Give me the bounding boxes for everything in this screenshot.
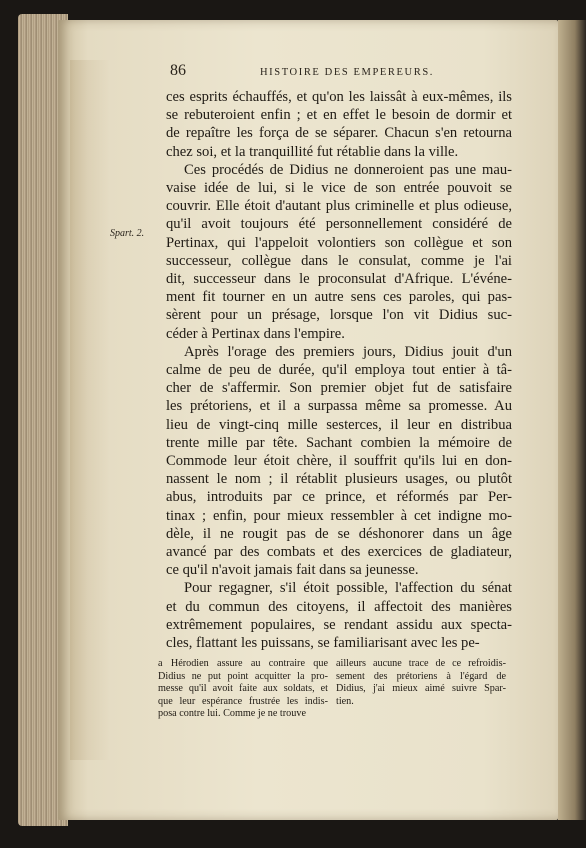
page-number: 86 (170, 62, 186, 79)
footnote-left (158, 658, 328, 721)
text-line: Pour regagner, s'il étoit possible, l'affection du sénat (184, 580, 512, 597)
page-header (110, 62, 510, 82)
text-line: Ces procédés de Didius ne donneroient pas une mau- (184, 161, 512, 178)
text-line: et du commun des citoyens, il affectoit des manières (166, 598, 512, 615)
text-line: extrêmement populaires, se rendant assidu aux specta- (166, 616, 512, 633)
text-line: dit, successeur dans le proconsulat d'Afrique. L'événe- (166, 271, 512, 288)
page-shadow (558, 20, 586, 820)
footnote-right (336, 658, 506, 708)
text-line: cles, flattant les puissans, se familiarisant avec les pe- (166, 635, 480, 652)
footnotes (158, 658, 508, 738)
footnote-line: messe qu'il avoit faite aux soldats, et (158, 683, 328, 695)
text-line: nassent le nom ; il rétablit plusieurs usages, ou plutôt (166, 471, 512, 488)
page-stain (70, 60, 110, 760)
text-line: calme de peu de durée, qu'il employa tout entier à tâ- (166, 362, 512, 379)
running-head: HISTOIRE DES EMPEREURS. (260, 67, 434, 78)
footnote-line: sement des prétoriens à l'égard de (336, 670, 506, 682)
footnote-line: tien. (336, 695, 354, 707)
footnote-line: que leur espérance frustrée les indis- (158, 695, 328, 707)
footnote-line: a Hérodien assure au contraire que (158, 658, 328, 669)
text-line: vaise idée de lui, si le vice de son entrée pouvoit se (166, 180, 512, 197)
text-line: Commode leur étoit chère, il souffrit qu'ils lui en don- (166, 453, 512, 470)
text-line: ces esprits échauffés, et qu'on les laissât à eux-mêmes, ils (166, 89, 512, 105)
text-line: qu'il avoit toujours été personnellement considéré de (166, 216, 512, 233)
text-line: avancé par des combats et des exercices de gladiateur, (166, 544, 512, 561)
text-line: trente mille par tête. Sachant combien la mémoire de (166, 434, 512, 451)
footnote-line: Didius, j'ai mieux aimé suivre Spar- (336, 683, 506, 695)
text-line: cher de s'affermir. Son premier objet fut de satisfaire (166, 380, 512, 397)
text-line: dèle, il ne rougit pas de se déshonorer dans un âge (166, 525, 512, 542)
text-line: tinax ; enfin, pour mieux ressembler à cet indigne mo- (166, 507, 512, 524)
footnote-line: posa contre lui. Comme je ne trouve (158, 708, 306, 720)
text-line: céder à Pertinax dans l'empire. (166, 325, 345, 342)
text-line: couvrir. Elle étoit d'autant plus criminelle et plus odieuse, (166, 198, 512, 215)
footnote-line: ailleurs aucune trace de ce refroidis- (336, 658, 506, 669)
text-line: se rebuteroient enfin ; et en effet le besoin de dormir et (166, 107, 512, 124)
text-line: sèrent pour un présage, lorsque l'on vit Didius suc- (166, 307, 512, 324)
text-line: les prétoriens, et il a surpassa même sa promesse. Au (166, 398, 512, 415)
text-line: ment fit tourner en un autre sens ces paroles, qui pas- (166, 289, 512, 306)
text-line: Après l'orage des premiers jours, Didius jouit d'un (184, 343, 512, 360)
body-text (166, 88, 512, 652)
footnote-line: Didius ne put point acquitter la pro- (158, 670, 328, 682)
margin-note: Spart. 2. (110, 228, 145, 239)
text-line: ce qu'il n'avoit jamais fait dans sa jeunesse. (166, 562, 419, 579)
text-line: de repaître les força de se séparer. Chacun s'en retourna (166, 125, 512, 142)
text-line: chez soi, et la tranquillité fut rétablie dans la ville. (166, 143, 459, 160)
text-line: lieu de vingt-cinq mille sesterces, il leur en distribua (166, 416, 512, 433)
text-line: successeur, collègue dans le consulat, comme je l'ai (166, 252, 512, 269)
text-line: Pertinax, qui l'appeloit volontiers son collègue et son (166, 234, 512, 251)
text-line: abus, introduits par ce prince, et réformés par Per- (166, 489, 512, 506)
